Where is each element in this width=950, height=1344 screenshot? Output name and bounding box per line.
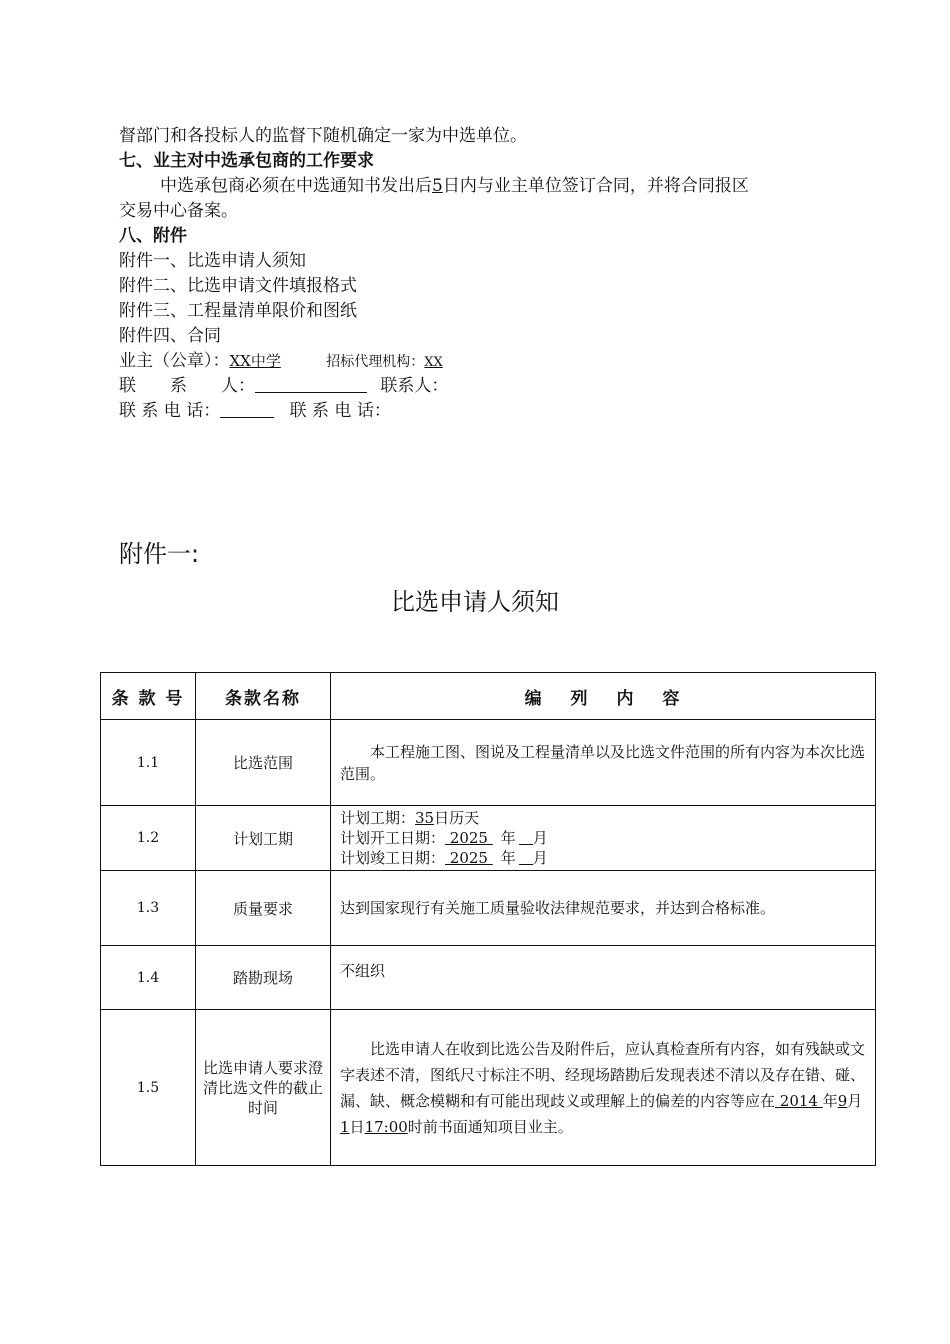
clause-name: 踏勘现场 (196, 946, 331, 1010)
body-text-line: 督部门和各投标人的监督下随机确定一家为中选单位。 (119, 126, 527, 146)
table-row (101, 871, 876, 946)
clause-content: 计划工期：35日历天 计划开工日期： 2025 年 月 计划竣工日期： 2025 年 月 (331, 806, 876, 871)
section-heading-7: 七、业主对中选承包商的工作要求 (119, 151, 374, 171)
clause-no: 1.5 (101, 1010, 196, 1166)
clause-name: 比选申请人要求澄清比选文件的截止时间 (196, 1010, 331, 1166)
body-text-line: 中选承包商必须在中选通知书发出后5日内与业主单位签订合同，并将合同报区 (160, 176, 749, 196)
clause-no: 1.2 (101, 806, 196, 871)
table-row (101, 720, 876, 806)
table-row (101, 806, 876, 871)
clause-content: 达到国家现行有关施工质量验收法律规范要求，并达到合格标准。 (331, 871, 876, 946)
clause-no: 1.3 (101, 871, 196, 946)
header-clause-no: 条 款 号 (101, 673, 196, 720)
clause-name: 质量要求 (196, 871, 331, 946)
attachment-item: 附件四、合同 (119, 326, 221, 346)
phone-line: 联 系 电 话： 联 系 电 话： (119, 401, 391, 421)
header-clause-name: 条款名称 (196, 673, 331, 720)
section-heading-8: 八、附件 (119, 226, 187, 246)
clause-content: 比选申请人在收到比选公告及附件后，应认真检查所有内容，如有残缺或文字表述不清，图纸尺寸标注不明、经现场踏勘后发现表述不清以及存在错、碰、漏、缺、概念模糊和有可能出现歧义或理解上的偏差的内容等应在 2014 年9月1日17:00时前书面通知项目业主。 (331, 1010, 876, 1166)
attachment-item: 附件二、比选申请文件填报格式 (119, 276, 357, 296)
table-row (101, 946, 876, 1010)
clause-content: 本工程施工图、图说及工程量清单以及比选文件范围的所有内容为本次比选范围。 (331, 720, 876, 806)
clause-content: 不组织 (331, 946, 876, 1010)
header-content: 编 列 内 容 (331, 673, 876, 720)
clause-name: 比选范围 (196, 720, 331, 806)
owner-line: 业主（公章）：XX中学 招标代理机构：XX (119, 351, 443, 371)
table-row (101, 1010, 876, 1166)
attachment-item: 附件三、工程量清单限价和图纸 (119, 301, 357, 321)
attachment-item: 附件一、比选申请人须知 (119, 251, 306, 271)
document-title: 比选申请人须知 (391, 588, 559, 616)
clause-no: 1.4 (101, 946, 196, 1010)
body-text-line: 交易中心备案。 (119, 201, 238, 221)
contact-line: 联 系 人： 联系人： (119, 376, 449, 396)
terms-table (100, 672, 876, 1166)
table-header-row (101, 673, 876, 720)
attachment-heading: 附件一: (119, 540, 200, 568)
clause-name: 计划工期 (196, 806, 331, 871)
clause-no: 1.1 (101, 720, 196, 806)
